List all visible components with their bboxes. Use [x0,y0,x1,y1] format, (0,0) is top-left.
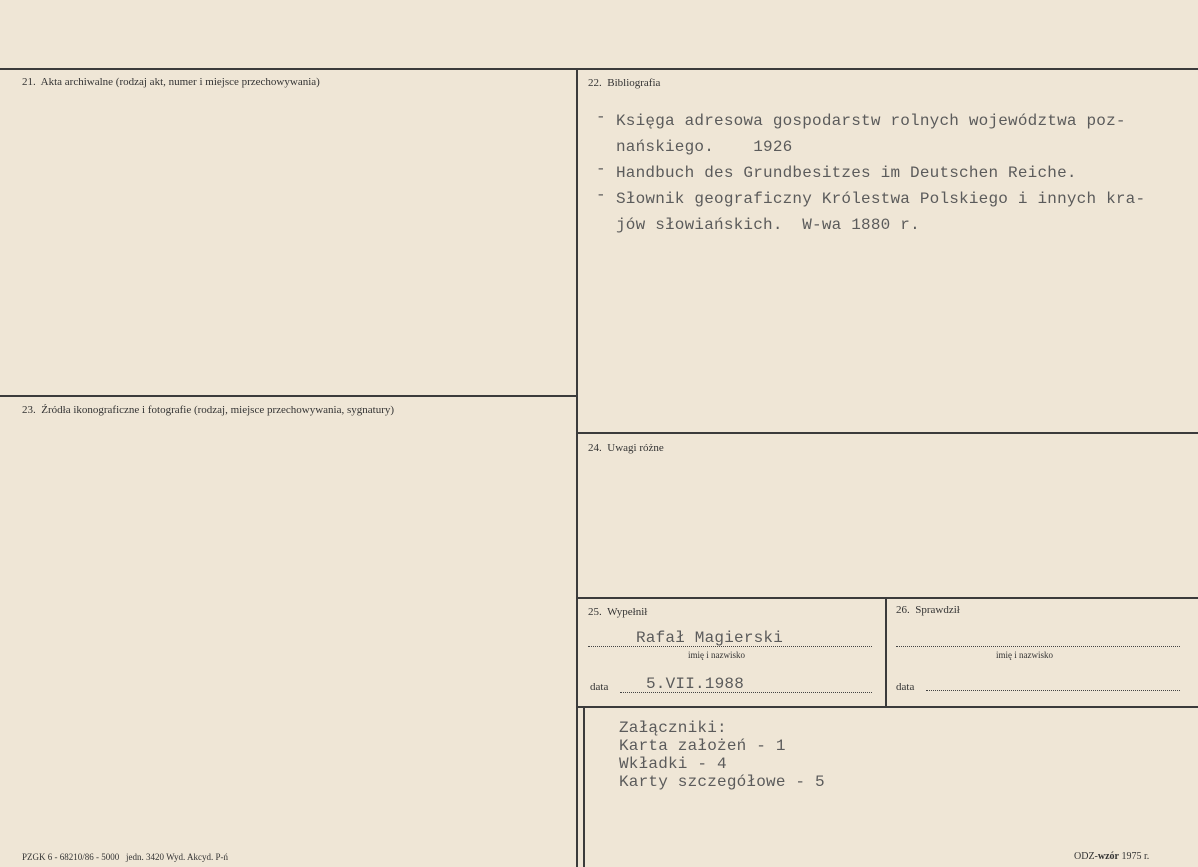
filled-by-name: Rafał Magierski [636,629,784,647]
section-22-label: 22. Bibliografia [588,77,661,89]
checked-by-name-caption: imię i nazwisko [996,650,1053,660]
top-border [0,68,1198,70]
bibliography-item-3: - Słownik geograficzny Królestwa Polskiego i innych kra- jów słowiańskich. W-wa 1880 r. [596,186,1146,234]
divider-22-24 [578,432,1198,434]
footer-form-code: ODZ-wzór 1975 r. [1074,851,1150,862]
filled-by-name-caption: imię i nazwisko [688,650,745,660]
attachment-item-3: Karty szczegółowe - 5 [619,773,825,791]
center-divider [576,68,578,867]
bibliography-item-2: - Handbuch des Grundbesitzes im Deutschen Reiche. [596,160,1077,182]
divider-21-23 [0,395,578,397]
divider-25-attachments [578,706,1198,708]
section-26-label: 26. Sprawdził [896,604,960,616]
attachments-title: Załączniki: [619,719,727,737]
bibliography-item-1: - Księga adresowa gospodarstw rolnych województwa poz- nańskiego. 1926 [596,108,1126,156]
checked-by-date-label: data [896,681,915,693]
checked-by-date-line [926,690,1180,691]
filled-by-name-line [588,646,872,647]
attachment-item-2: Wkładki - 4 [619,755,727,773]
section-24-label: 24. Uwagi różne [588,442,664,454]
footer-print-info: PZGK 6 - 68210/86 - 5000 jedn. 3420 Wyd. Akcyd. P-ń [22,852,229,862]
section-25-label: 25. Wypełnił [588,606,648,618]
checked-by-name-line [896,646,1180,647]
divider-24-25 [578,597,1198,599]
section-21-label: 21. Akta archiwalne (rodzaj akt, numer i miejsce przechowywania) [22,76,320,88]
section-23-label: 23. Źródła ikonograficzne i fotografie (rodzaj, miejsce przechowywania, sygnatury) [22,404,395,416]
attachments-left-border [583,706,585,867]
filled-by-date: 5.VII.1988 [646,675,745,693]
attachment-item-1: Karta założeń - 1 [619,737,786,755]
divider-25-26 [885,597,887,706]
filled-by-date-label: data [590,681,609,693]
